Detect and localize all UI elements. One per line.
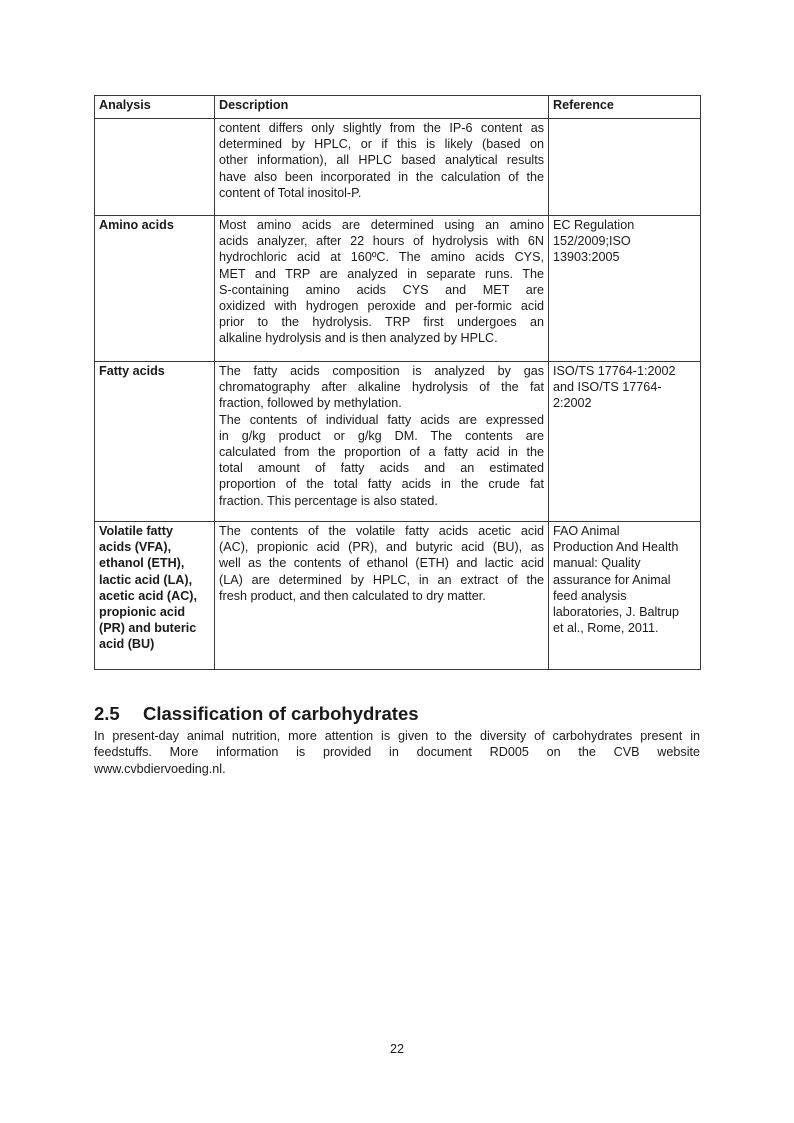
text-line: Volatile fatty [99, 524, 173, 538]
text-line: alkaline hydrolysis and is then analyzed by HPLC. [219, 331, 498, 346]
section-title: Classification of carbohydrates [143, 703, 419, 724]
text-line: content differs only slightly from the IP-6 content as [219, 121, 544, 135]
text-line: (AC), propionic acid (PR), and butyric acid (BU), as [219, 540, 544, 555]
text-line: acids (VFA), [99, 540, 172, 555]
section-heading [94, 702, 419, 726]
text-line: have also been incorporated in the calculation of the [219, 169, 544, 184]
text-line: calculated from the proportion of a fatty acid in the [219, 445, 544, 460]
table-header-row [95, 96, 701, 119]
text-line: hydrochloric acid at 160ºC. The amino acids CYS, [219, 250, 544, 265]
page-number: 22 [389, 1042, 404, 1056]
text-line: In present-day animal nutrition, more attention is given to the diversity of carbohydrates present in [94, 729, 700, 743]
text-line: 2:2002 [553, 396, 592, 411]
text-line: well as the contents of ethanol (ETH) and lactic acid [219, 556, 544, 571]
table-row [95, 362, 701, 522]
text-line: The fatty acids composition is analyzed by gas [219, 364, 544, 378]
text-line: 152/2009;ISO [553, 234, 631, 249]
text-line: MET and TRP are analyzed in separate runs. The [219, 266, 544, 281]
cell-analysis: Amino acids [95, 216, 215, 362]
text-line: assurance for Animal [553, 572, 671, 587]
text-line: acetic acid (AC), [99, 588, 197, 603]
text-line: proportion of the total fatty acids in the crude fat [219, 477, 544, 492]
text-line: ISO/TS 17764-1:2002 [553, 364, 676, 378]
text-line: fresh product, and then calculated to dry matter. [219, 588, 486, 603]
cell-reference [549, 216, 701, 362]
text-line: feedstuffs. More information is provided in document RD005 on the CVB website [94, 745, 700, 760]
text-line: Most amino acids are determined using an amino [219, 218, 544, 232]
text-line: (LA) are determined by HPLC, in an extract of the [219, 572, 544, 587]
text-line: manual: Quality [553, 556, 641, 571]
cell-reference [549, 362, 701, 522]
table-row [95, 119, 701, 216]
text-line: oxidized with hydrogen peroxide and per-formic acid [219, 299, 544, 314]
text-line: ethanol (ETH), [99, 556, 185, 571]
text-line: determined by HPLC, or if this is likely (based on [219, 137, 544, 152]
cell-description [215, 362, 549, 522]
table-row [95, 216, 701, 362]
text-line: The contents of individual fatty acids are expressed [219, 412, 544, 427]
text-line: EC Regulation [553, 218, 635, 232]
text-line: acids analyzer, after 22 hours of hydrolysis with 6N [219, 234, 544, 249]
text-line: The contents of the volatile fatty acids acetic acid [219, 524, 544, 538]
analysis-methods-table [94, 95, 701, 670]
text-line: and ISO/TS 17764- [553, 380, 662, 395]
text-line: Production And Health [553, 540, 679, 555]
text-line: lactic acid (LA), [99, 572, 193, 587]
section-body-paragraph [94, 728, 700, 777]
text-line: fraction. This percentage is also stated. [219, 493, 438, 508]
cell-reference [549, 119, 701, 216]
text-line: chromatography after alkaline hydrolysis of the fat [219, 380, 544, 395]
text-line: other information), all HPLC based analytical results [219, 153, 544, 168]
cell-analysis: Fatty acids [95, 362, 215, 522]
text-line: laboratories, J. Baltrup [553, 605, 679, 620]
text-line: propionic acid [99, 605, 186, 620]
header-analysis: Analysis [95, 96, 215, 119]
text-line: www.cvbdiervoeding.nl. [94, 761, 226, 776]
text-line: in g/kg product or g/kg DM. The contents are [219, 428, 544, 443]
text-line: total amount of fatty acids and an estimated [219, 461, 544, 476]
text-line: content of Total inositol-P. [219, 185, 362, 200]
cell-analysis [95, 522, 215, 670]
cell-analysis [95, 119, 215, 216]
cell-description [215, 522, 549, 670]
text-line: (PR) and buteric [99, 621, 197, 636]
cell-description [215, 216, 549, 362]
text-line: prior to the hydrolysis. TRP first undergoes an [219, 315, 544, 330]
text-line: S-containing amino acids CYS and MET are [219, 282, 544, 297]
cell-description [215, 119, 549, 216]
header-reference: Reference [549, 96, 701, 119]
text-line: et al., Rome, 2011. [553, 621, 659, 636]
section-number: 2.5 [94, 703, 120, 724]
text-line: acid (BU) [99, 637, 155, 652]
text-line: feed analysis [553, 588, 627, 603]
text-line: fraction, followed by methylation. [219, 396, 402, 411]
cell-reference [549, 522, 701, 670]
text-line: 13903:2005 [553, 250, 620, 265]
text-line: FAO Animal [553, 524, 620, 538]
table-row [95, 522, 701, 670]
header-description: Description [215, 96, 549, 119]
